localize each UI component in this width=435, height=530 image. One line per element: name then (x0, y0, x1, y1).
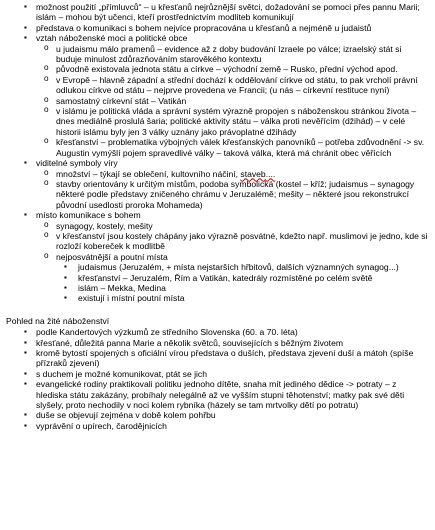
list-item: ▪ evangelické rodiny praktikovali politiku jednoho dítěte, snaha mít jediného dědice -> potraty – z hlediska státu zakázány, probíhaly nelegálně až ve vyšším stupni těhotenství; matky pak své děti slyšely, proto nechodily v noci kolem rybníka (házely se tam mrtvolky dětí po potratu) (4, 379, 429, 410)
list-item: o v Evropě – hlavně západní a střední dochází k oddělování církve od státu, to pak vrcholí právní odlukou církve od státu – nejprve provedena ve Francii; (u nás – církevní restituce nyní) (36, 75, 429, 96)
list-item: ▪ místo komunikace s bohem o synagogy, kostely, mešity o v křesťanství jsou kostely chápány jako výrazně posvátné, kdežto např. muslimovi je jedno, kde si rozloží kobereček k modlitbě o nejposvátnější a poutní místa ▪ judaismus (Jeruzalém, + místa nejstarších hřbitovů, dalších významných synagog...) ▪ křesťanství – Jeruzalém, Řím a Vatikán, katedrály rozmístěné po celém světě ▪ islám – Mekka, Medina ▪ existují i místní poutní místa (4, 210, 429, 304)
list-item: o původně existovala jednota státu a církve – východní země – Rusko, přední východ apod. (36, 64, 429, 74)
list-item: ▪ viditelné symboly víry o množství – týkají se oblečení, kultovního náčiní, staveb.... o stavby orientovány k určitým místům, podoba symbolická (kostel – kříž; judaismus – synagogy některé podle představy zničeného chrámu v Jeruzalémě; mešity – některé jsou rekonstrukcí původní usedlosti proroka Mohameda) (4, 158, 429, 210)
section-heading: Pohled na žité náboženství (6, 315, 110, 326)
places-sublist (36, 221, 429, 304)
list-item: ▪ možnost použití „přímluvců“ – u křesťanů nejrůznější světci, dožadování se pomoci přes pannu Marii; islám – mohou být učenci, kteří prostřednictvím modliteb komunikují (4, 2, 429, 23)
lived-religion-list (4, 327, 429, 431)
list-item: o křesťanství – problematika výbojných válek křesťanských panovníků – potřeba zdůvodnění -> sv. Augustin vymýšlí pojem spravedlivé války – taková válka, která má chránit obec věřících (36, 137, 429, 158)
list-item: o množství – týkají se oblečení, kultovního náčiní, staveb.... (36, 169, 429, 179)
list-item: o stavby orientovány k určitým místům, podoba symbolická (kostel – kříž; judaismus – synagogy některé podle představy zničeného chrámu v Jeruzalémě; mešity – některé jsou rekonstrukcí původní usedlosti proroka Mohameda) (36, 179, 429, 210)
list-item: ▪ vztah náboženské moci a politické obce o u judaismu málo pramenů – evidence až z doby budování Izraele po válce; izraelský stát si buduje minulost zdůrazňováním starověkého kontextu o původně existovala jednota státu a církve – východní země – Rusko, přední východ apod. o v Evropě – hlavně západní a střední dochází k oddělování církve od státu, to pak vrcholí právní odlukou církve od státu – nejprve provedena ve Francii; (u nás – církevní restituce nyní) o samostatný církevní stát – Vatikán o v islámu je politická vláda a správní systém výrazně propojen s náboženskou stránkou života – dnes mediálně proslulá šaria; politické aktivity státu – válka proti nevěřícím (džihád) – v celé historii islámu byly jen 3 války uznány jako právoplatné džihády o křesťanství – problematika výbojných válek křesťanských panovníků – potřeba zdůvodnění -> sv. Augustin vymýšlí pojem spravedlivé války – taková válka, která má chránit obec věřících (4, 33, 429, 158)
list-item: ▪ křesťanství – Jeruzalém, Řím a Vatikán, katedrály rozmístěné po celém světě (56, 273, 429, 283)
list-item: ▪ podle Kandertových výzkumů ze středního Slovenska (60. a 70. léta) (4, 327, 429, 337)
list-item: ▪ judaismus (Jeruzalém, + místa nejstarších hřbitovů, dalších významných synagog...) (56, 262, 429, 272)
list-item: ▪ křesťané, důležitá panna Marie a několik světců, souvisejících s běžným životem (4, 338, 429, 348)
list-item: ▪ vyprávění o upírech, čarodějnicích (4, 421, 429, 431)
list-item: ▪ s duchem je možné komunikovat, ptát se jich (4, 369, 429, 379)
list-item: ▪ islám – Mekka, Medina (56, 283, 429, 293)
spacer (4, 304, 429, 316)
list-item: ▪ kromě bytostí spojených s oficiální vírou představa o duších, představa zjevení duší a mátoh (spíše přízraků zjevení) (4, 348, 429, 369)
holy-places-sublist (56, 262, 429, 304)
list-item: o u judaismu málo pramenů – evidence až z doby budování Izraele po válce; izraelský stát si buduje minulost zdůrazňováním starověkého kontextu (36, 44, 429, 65)
politics-sublist (36, 44, 429, 158)
symbols-sublist (36, 169, 429, 211)
notes-list (4, 2, 429, 304)
spellcheck-underlined-word: staveb (240, 168, 266, 179)
list-item: o v křesťanství jsou kostely chápány jako výrazně posvátné, kdežto např. muslimovi je jedno, kde si rozloží kobereček k modlitbě (36, 231, 429, 252)
list-item: o samostatný církevní stát – Vatikán (36, 96, 429, 106)
list-item: o synagogy, kostely, mešity (36, 221, 429, 231)
list-item: ▪ představa o komunikaci s bohem nejvíce propracována u křesťanů a nejméně u judaistů (4, 23, 429, 33)
list-item: ▪ existují i místní poutní místa (56, 293, 429, 303)
list-item: ▪ duše se objevují zejména v době kolem pohřbu (4, 410, 429, 420)
list-item: o v islámu je politická vláda a správní systém výrazně propojen s náboženskou stránkou života – dnes mediálně proslulá šaria; politické aktivity státu – válka proti nevěřícím (džihád) – v celé historii islámu byly jen 3 války uznány jako právoplatné džihády (36, 106, 429, 137)
list-item: o nejposvátnější a poutní místa ▪ judaismus (Jeruzalém, + místa nejstarších hřbitovů, dalších významných synagog...) ▪ křesťanství – Jeruzalém, Řím a Vatikán, katedrály rozmístěné po celém světě ▪ islám – Mekka, Medina ▪ existují i místní poutní místa (36, 252, 429, 304)
